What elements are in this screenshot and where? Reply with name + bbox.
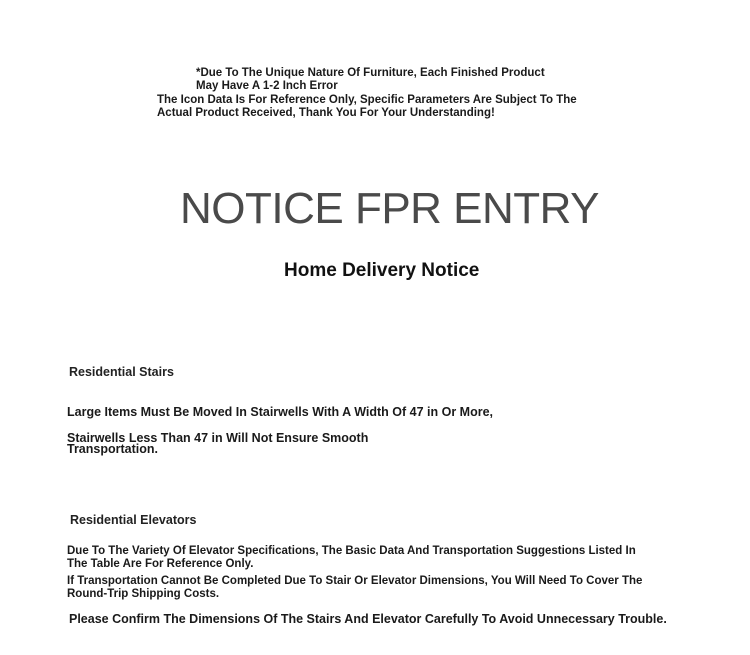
elevators-p2-line-2: Round-Trip Shipping Costs. [67, 588, 220, 600]
stairs-line-1: Large Items Must Be Moved In Stairwells With A Width Of 47 in Or More, [67, 405, 493, 419]
elevators-p2-line-1: If Transportation Cannot Be Completed Due To Stair Or Elevator Dimensions, You Will Need To Cover The [67, 575, 643, 587]
stairs-line-3: Transportation. [67, 442, 158, 456]
page-title: NOTICE FPR ENTRY [180, 184, 600, 233]
elevators-p1-line-1: Due To The Variety Of Elevator Specifications, The Basic Data And Transportation Suggestions Listed In [67, 545, 636, 557]
closing-note: Please Confirm The Dimensions Of The Stairs And Elevator Carefully To Avoid Unnecessary Trouble. [69, 612, 667, 626]
page-subtitle: Home Delivery Notice [284, 260, 480, 281]
disclaimer-line-4: Actual Product Received, Thank You For Your Understanding! [157, 107, 495, 119]
disclaimer-line-3: The Icon Data Is For Reference Only, Specific Parameters Are Subject To The [157, 94, 577, 106]
stairs-line-2: Stairwells Less Than 47 in Will Not Ensure Smooth [67, 431, 369, 445]
disclaimer-line-1: *Due To The Unique Nature Of Furniture, Each Finished Product [196, 67, 545, 79]
stairs-heading: Residential Stairs [69, 365, 174, 379]
elevators-heading: Residential Elevators [70, 513, 197, 527]
disclaimer-line-2: May Have A 1-2 Inch Error [196, 80, 338, 92]
elevators-p1-line-2: The Table Are For Reference Only. [67, 558, 254, 570]
